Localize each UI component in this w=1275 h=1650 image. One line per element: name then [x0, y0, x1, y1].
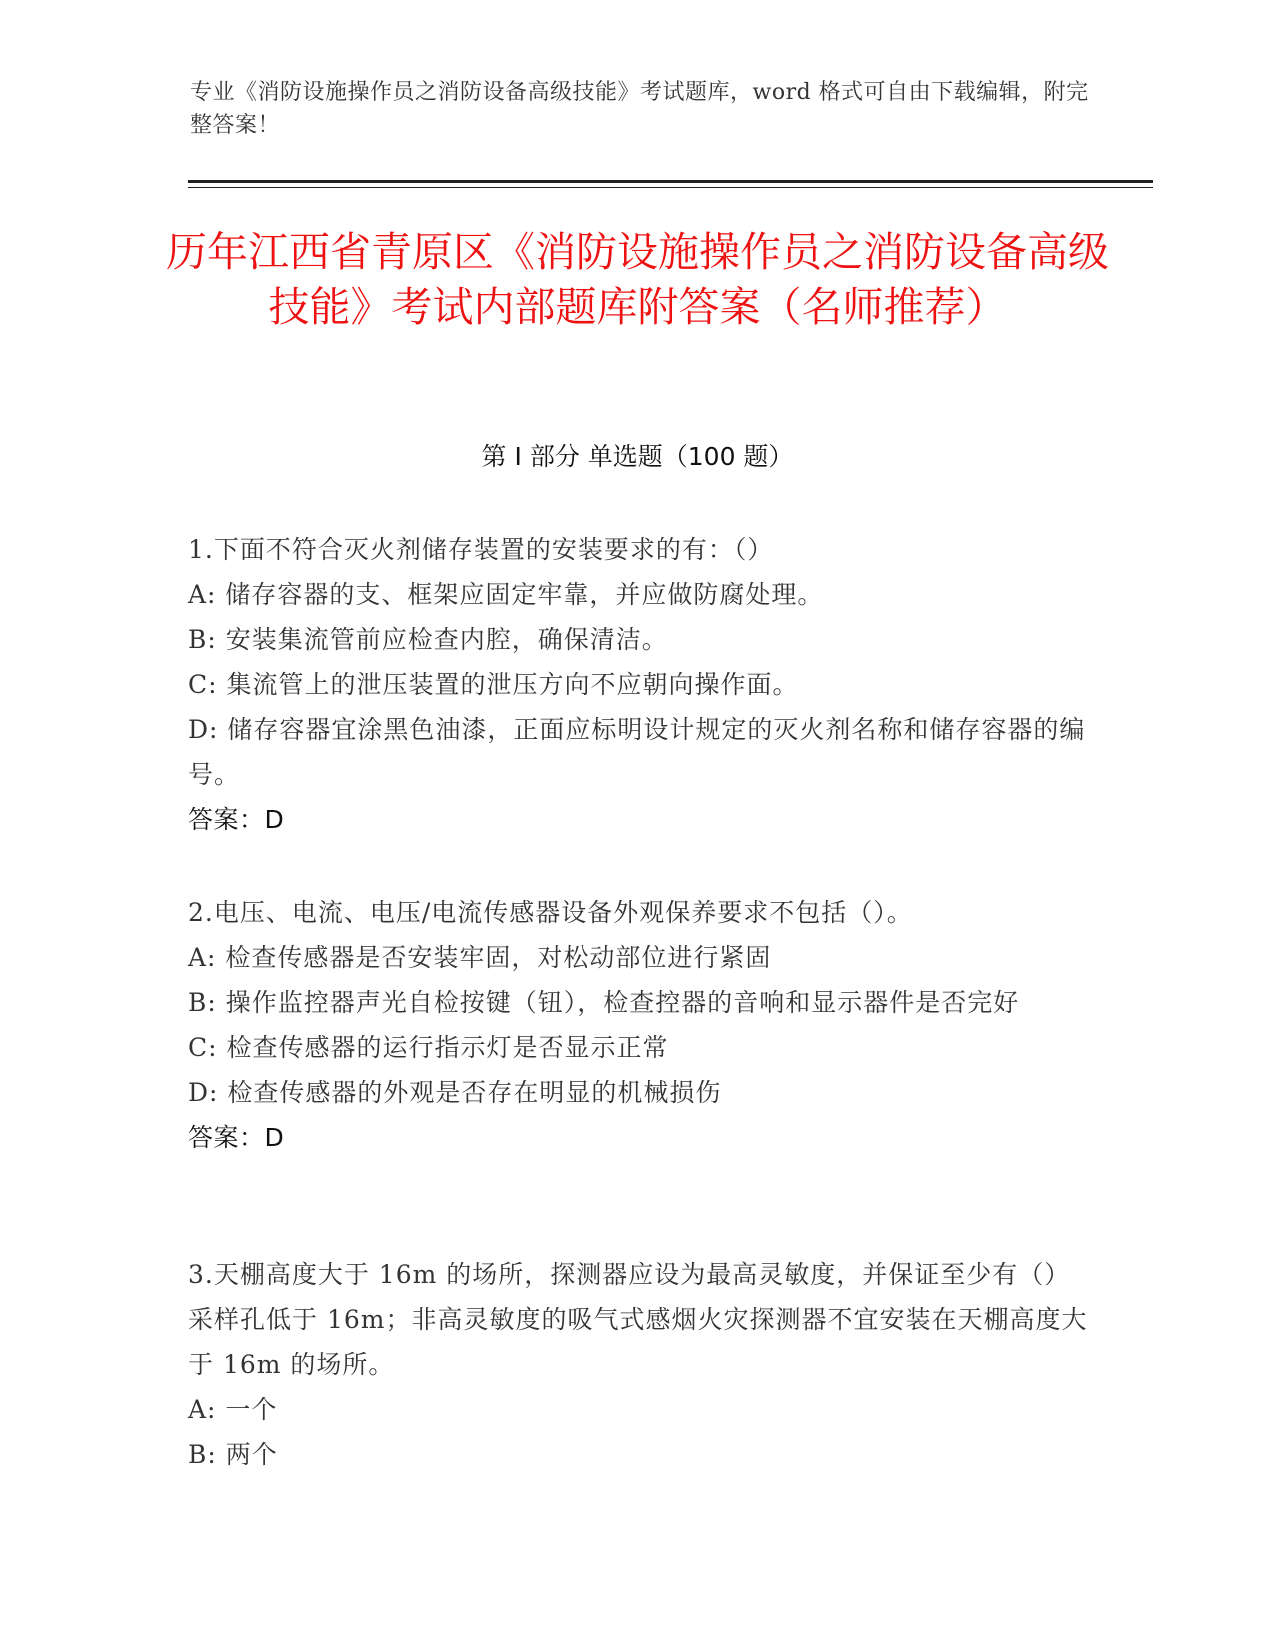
option-a: A: 储存容器的支、框架应固定牢靠，并应做防腐处理。 — [188, 580, 824, 609]
option-d: D: 储存容器宜涂黑色油漆，正面应标明设计规定的灭火剂名称和储存容器的编号。 — [188, 715, 1086, 789]
option-a: A: 一个 — [188, 1395, 278, 1424]
question-3 — [188, 1252, 1088, 1477]
header-note: 专业《消防设施操作员之消防设备高级技能》考试题库，word 格式可自由下载编辑，附完整答案！ — [190, 80, 1089, 138]
option-b: B: 两个 — [188, 1440, 278, 1469]
answer-line: 答案：D — [188, 1123, 285, 1152]
question-stem: 1.下面不符合灭火剂储存装置的安装要求的有：（） — [188, 535, 774, 564]
document-title: 历年江西省青原区《消防设施操作员之消防设备高级技能》考试内部题库附答案（名师推荐） — [166, 228, 1109, 331]
answer-line: 答案：D — [188, 805, 285, 834]
header-rule-thick — [188, 180, 1153, 183]
option-c: C: 检查传感器的运行指示灯是否显示正常 — [188, 1033, 669, 1062]
option-d: D: 检查传感器的外观是否存在明显的机械损伤 — [188, 1078, 722, 1107]
question-stem: 3.天棚高度大于 16m 的场所，探测器应设为最高灵敏度，并保证至少有（）采样孔低于 16m；非高灵敏度的吸气式感烟火灾探测器不宜安装在天棚高度大于 16m 的场所。 — [188, 1260, 1088, 1379]
question-stem: 2.电压、电流、电压/电流传感器设备外观保养要求不包括（）。 — [188, 898, 913, 927]
option-b: B: 操作监控器声光自检按键（钮），检查控器的音响和显示器件是否完好 — [188, 988, 1020, 1017]
option-c: C: 集流管上的泄压装置的泄压方向不应朝向操作面。 — [188, 670, 799, 699]
option-a: A: 检查传感器是否安装牢固，对松动部位进行紧固 — [188, 943, 772, 972]
section-heading: 第 I 部分 单选题（100 题） — [481, 442, 794, 471]
option-b: B: 安装集流管前应检查内腔，确保清洁。 — [188, 625, 668, 654]
header-rule-thin — [188, 187, 1153, 188]
question-2 — [188, 890, 1088, 1160]
question-1 — [188, 527, 1088, 842]
